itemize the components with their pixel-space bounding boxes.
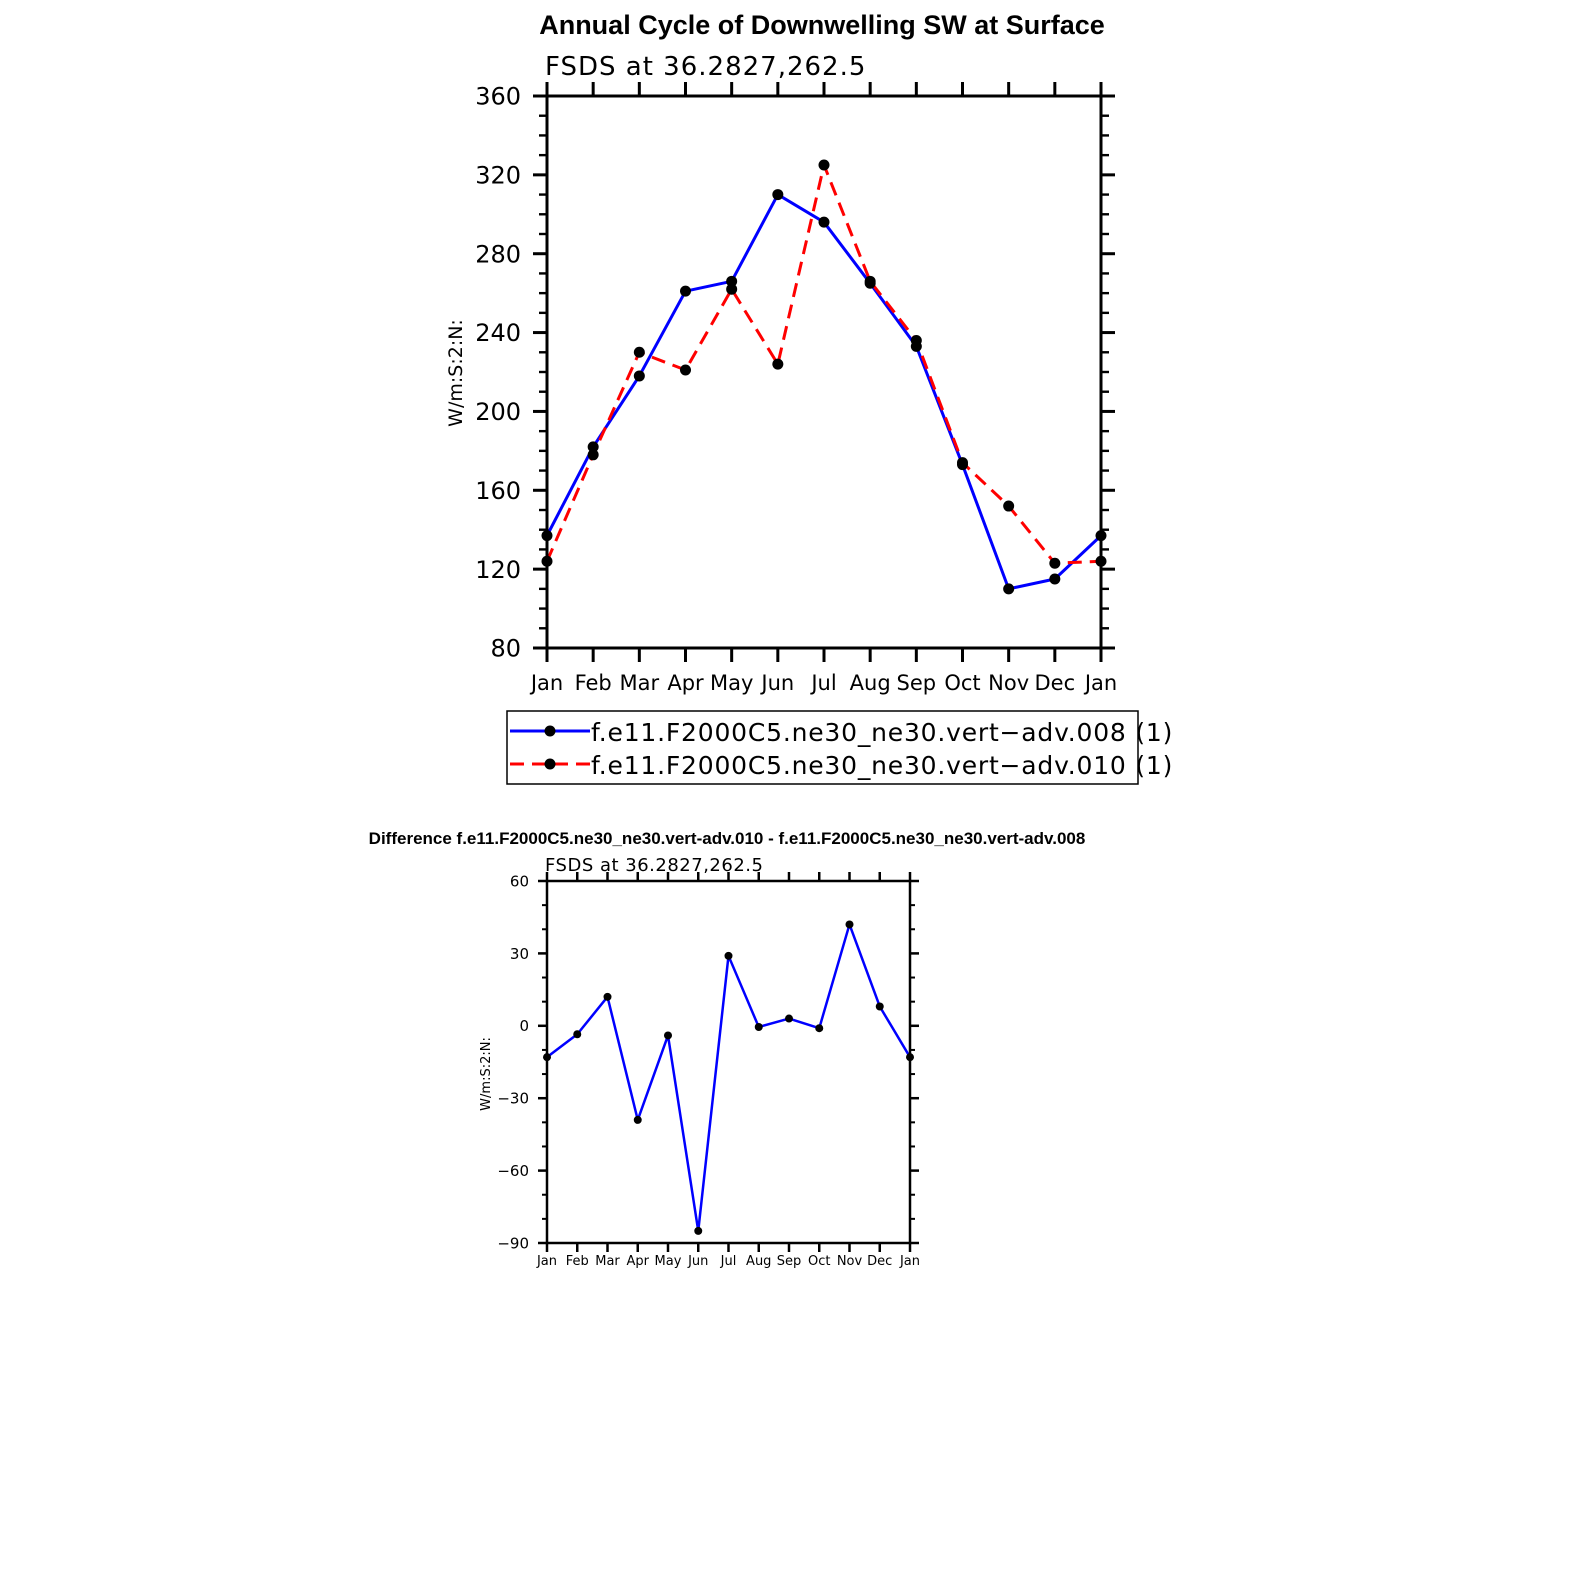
chart2-series-1-point [634,1116,642,1124]
legend-label-series-1: f.e11.F2000C5.ne30_ne30.vert−adv.008 (1) [591,718,1174,747]
chart1-series-1-point [819,217,830,228]
chart2-x-tick-label: Nov [836,1254,863,1269]
chart1-x-tick-label: Oct [944,671,981,695]
chart1-y-tick-label: 240 [475,319,521,348]
chart2-ylabel: W/m:S:2:N: [479,1037,494,1111]
chart2-x-tick-labels [536,1254,920,1269]
legend-label-series-2: f.e11.F2000C5.ne30_ne30.vert−adv.010 (1) [591,751,1174,780]
chart2-x-tick-label: Dec [867,1254,893,1269]
chart2-series-1-point [725,952,733,960]
chart2-series-1-point [846,920,854,928]
chart1-series-1-line [547,195,1101,589]
chart2-plot-frame [547,881,910,1243]
chart2-x-tick-label: Jul [720,1254,737,1269]
chart1-series-1-point [680,286,691,297]
chart1-x-tick-label: Nov [988,671,1030,695]
chart1-x-tick-label: May [709,671,754,695]
chart1-x-tick-label: Jan [1084,671,1118,695]
chart1-series [542,160,1107,595]
chart2-x-tick-label: Jun [688,1254,709,1269]
chart1-x-tick-labels [529,671,1117,695]
chart2-series-1-point [876,1002,884,1010]
chart2-subtitle: FSDS at 36.2827,262.5 [545,855,764,876]
chart1-y-tick-label: 360 [475,82,521,111]
chart2-x-tick-label: Jan [899,1254,921,1269]
chart2-series-1-point [573,1030,581,1038]
legend-marker-series-2 [545,759,556,770]
chart1-series-2-point [634,347,645,358]
chart2-series-1-point [815,1024,823,1032]
chart2-y-tick-label: 0 [519,1017,529,1036]
chart2-series-1-point [694,1227,702,1235]
chart1-series-2-point [819,160,830,171]
chart2-y-tick-label: −30 [497,1089,529,1108]
chart2-series-1-line [547,924,910,1230]
chart1-x-tick-label: Apr [667,671,704,695]
chart2-x-tick-label: Mar [595,1254,620,1269]
difference-chart [369,829,1086,1269]
chart1-series-2-point [1003,501,1014,512]
chart1-y-tick-labels [475,83,521,663]
chart1-series-2-point [680,365,691,376]
chart2-y-tick-label: 30 [509,944,529,963]
chart2-x-tick-label: Sep [776,1254,802,1269]
chart1-x-tick-label: Sep [896,671,937,695]
chart1-ylabel: W/m:S:2:N: [445,319,467,427]
chart1-y-tick-label: 120 [475,555,521,584]
chart2-series-1-point [755,1023,763,1031]
chart1-x-tick-label: Jun [761,671,795,695]
chart1-title: Annual Cycle of Downwelling SW at Surface [539,10,1105,40]
chart2-y-tick-label: 60 [509,872,529,891]
chart1-series-1-point [634,370,645,381]
chart2-series-1-point [604,993,612,1001]
chart1-subtitle: FSDS at 36.2827,262.5 [545,52,867,82]
chart1-series-2-point [957,457,968,468]
chart1-series-2-point [911,335,922,346]
legend-marker-series-1 [545,726,556,737]
chart2-x-tick-label: Apr [626,1254,649,1269]
chart2-x-tick-label: Oct [808,1254,831,1269]
chart1-y-tick-label: 160 [475,476,521,505]
chart1-series-2-point [1049,558,1060,569]
chart1-series-2-point [726,284,737,295]
chart2-series-1-point [785,1015,793,1023]
chart2-y-tick-labels [497,872,529,1252]
chart2-series [543,920,914,1234]
chart1-y-tick-label: 280 [475,240,521,269]
chart2-title: Difference f.e11.F2000C5.ne30_ne30.vert-adv.010 - f.e11.F2000C5.ne30_ne30.vert-adv.008 [368,829,1086,848]
chart1-x-tick-label: Feb [574,671,612,695]
chart1-x-tick-label: Jan [530,671,564,695]
chart1-y-tick-label: 200 [475,398,521,427]
chart1-series-1-point [1049,574,1060,585]
chart1-x-tick-label: Dec [1034,671,1076,695]
chart1-x-tick-label: Aug [849,671,891,695]
chart1-series-2-point [772,359,783,370]
chart2-x-tick-label: May [654,1254,682,1269]
chart2-x-tick-label: Aug [746,1254,772,1269]
chart2-y-tick-label: −60 [497,1162,529,1180]
chart1-series-2-point [865,276,876,287]
chart2-x-tick-label: Feb [565,1254,589,1269]
annual-cycle-chart [445,10,1173,784]
chart2-y-tick-label: −90 [497,1234,529,1253]
chart1-x-tick-label: Mar [619,671,660,695]
chart1-y-tick-label: 320 [475,161,521,190]
chart2-ticks [538,872,919,1252]
chart1-series-2-point [588,449,599,460]
chart1-x-tick-label: Jul [811,671,837,695]
chart1-series-1-point [1003,583,1014,594]
chart1-legend [507,711,1173,784]
chart1-y-tick-label: 80 [490,634,521,663]
chart2-series-1-point [664,1031,672,1039]
chart1-series-1-point [772,189,783,200]
chart2-x-tick-label: Jan [536,1254,558,1269]
